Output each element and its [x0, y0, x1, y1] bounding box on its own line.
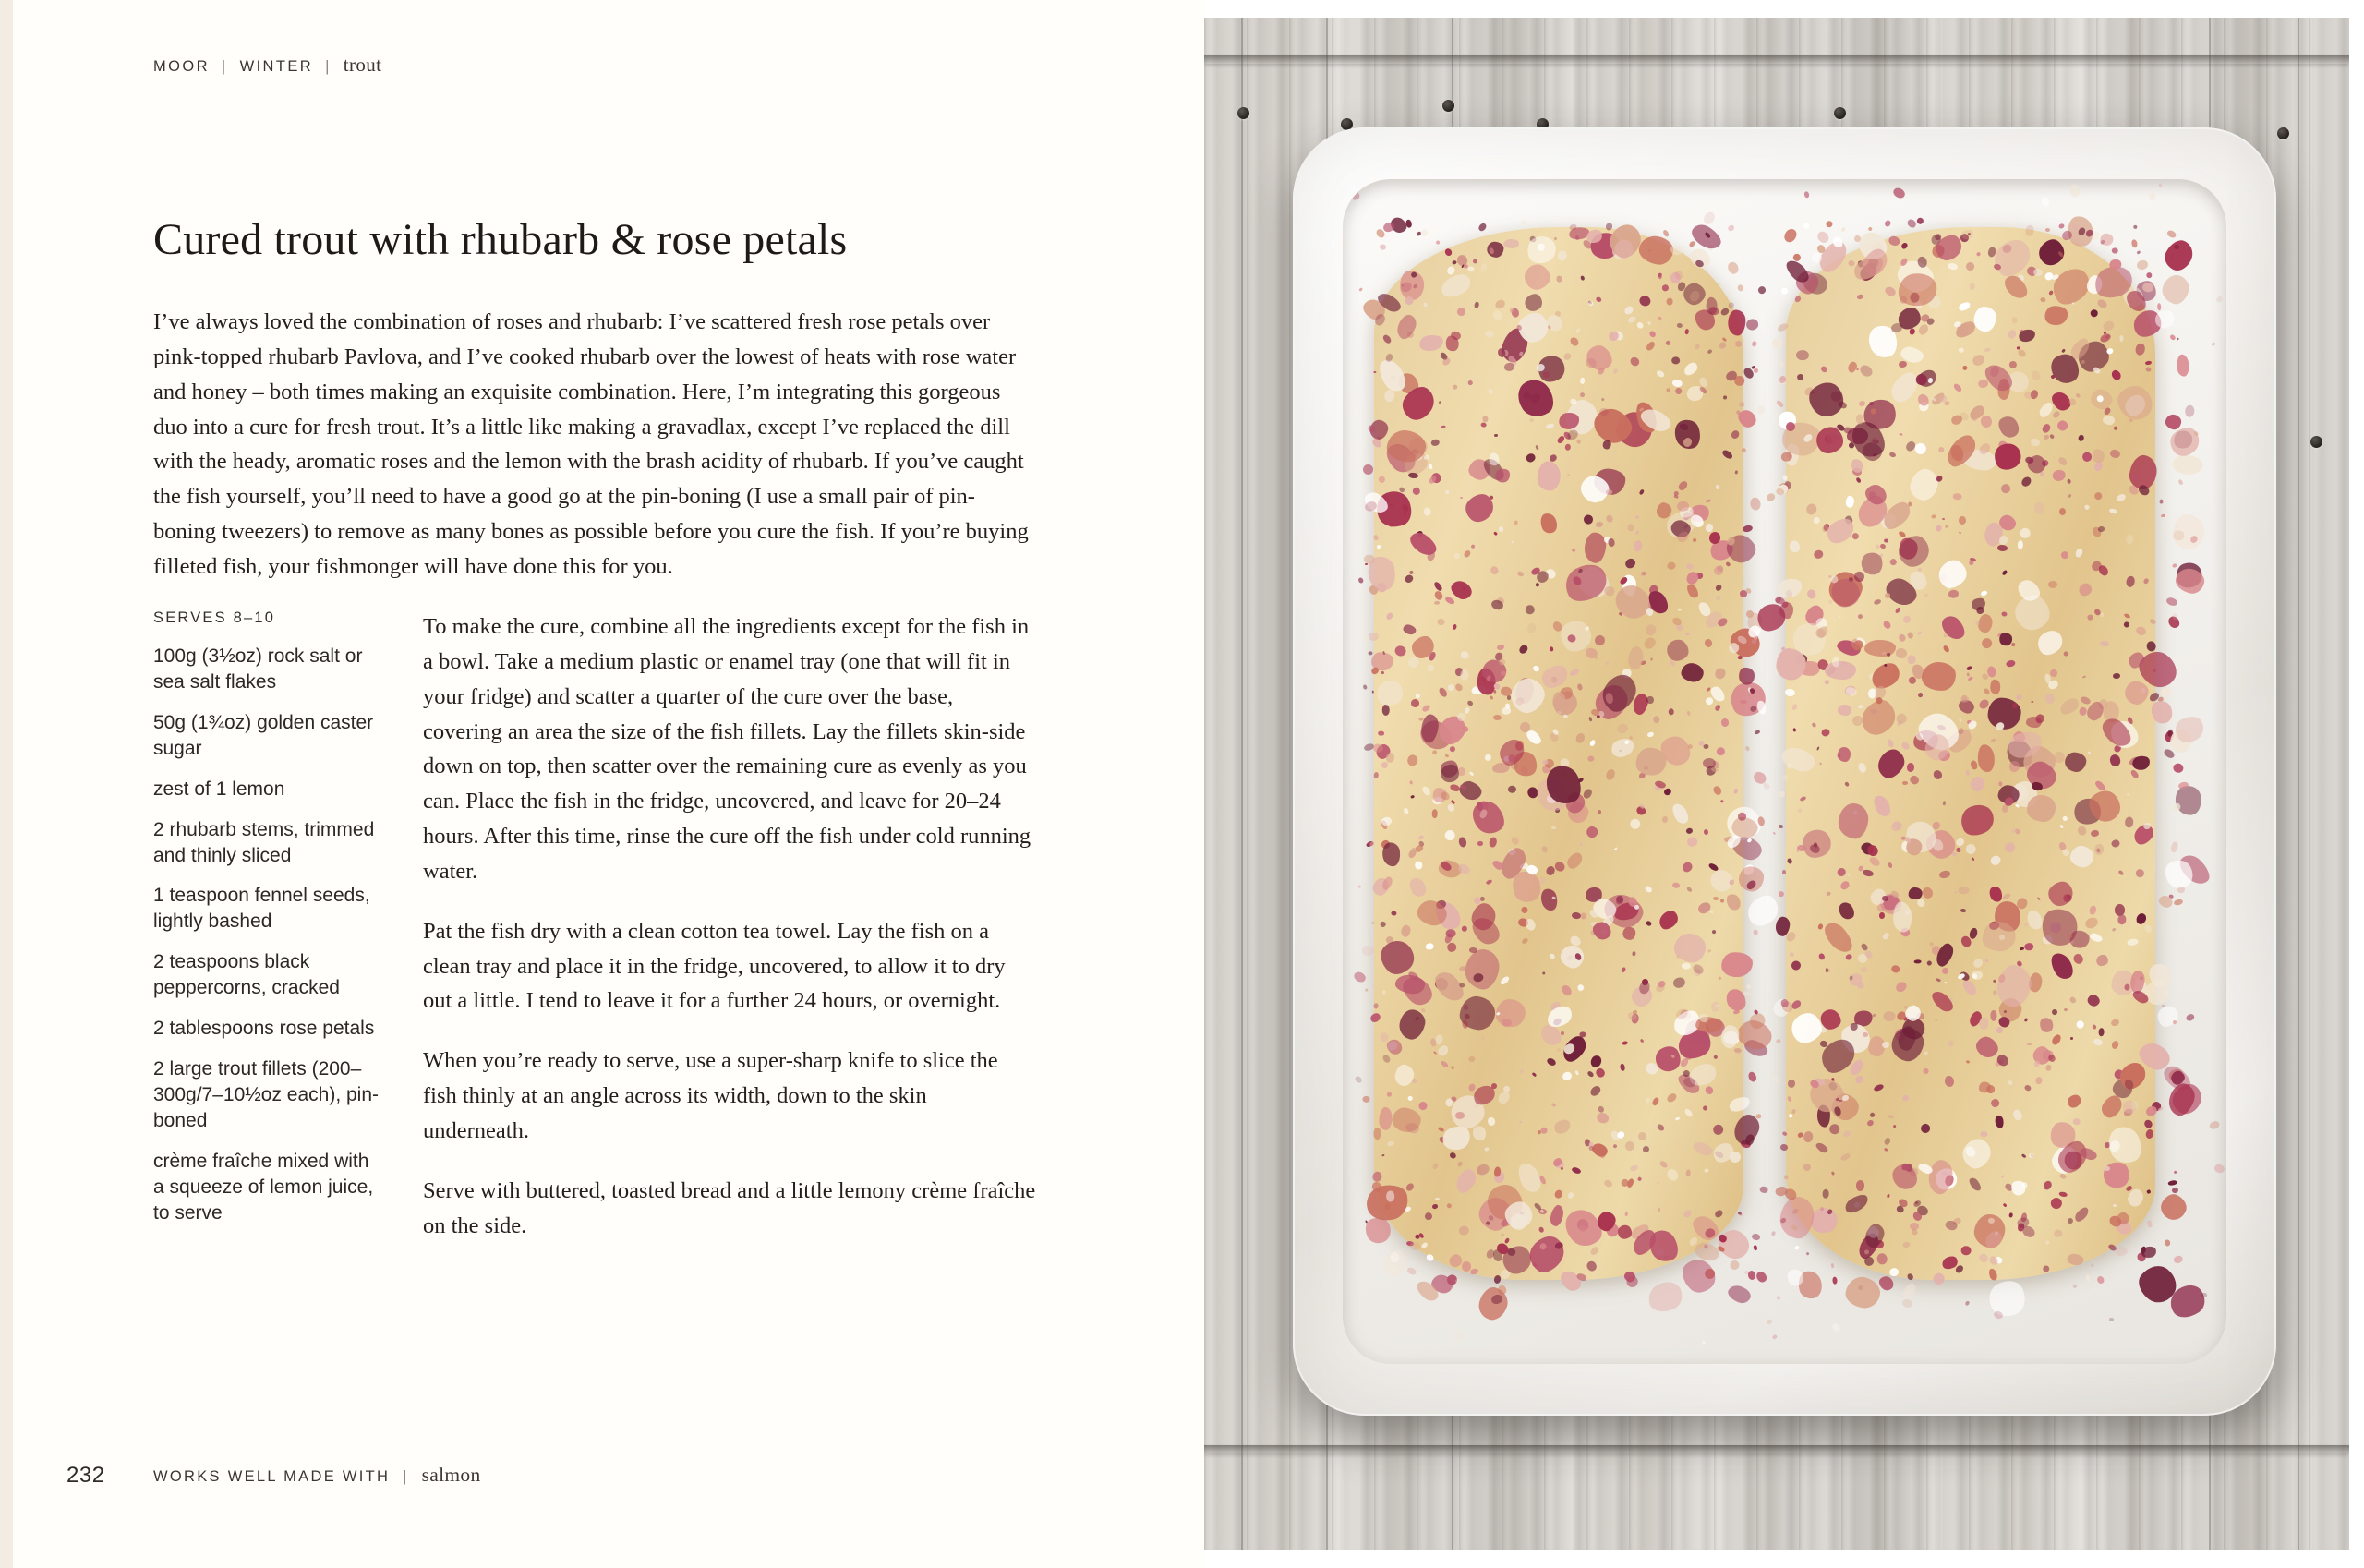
nail-head-icon — [2310, 436, 2322, 448]
list-item: 2 large trout fillets (200–300g/7–10½oz each), pin-boned — [153, 1058, 380, 1131]
running-head-part-3: trout — [343, 54, 382, 76]
footer-pairing: salmon — [421, 1464, 481, 1486]
footer-pairing-note — [153, 1464, 481, 1487]
list-item: 50g (1¾oz) golden caster sugar — [153, 711, 374, 759]
list-item: zest of 1 lemon — [153, 778, 285, 800]
list-item: 2 teaspoons black peppercorns, cracked — [153, 951, 340, 999]
running-head-part-1: MOOR — [153, 58, 210, 75]
method-paragraph: Pat the fish dry with a clean cotton tea towel. Lay the fish on a clean tray and place it in the fridge, uncovered, to allow it to dry out a little. I tend to leave it for a further 24 hours, or overnight. — [423, 918, 1006, 1014]
page-bleed-edge — [0, 0, 13, 1568]
running-head-part-2: WINTER — [239, 58, 314, 75]
recipe-intro: I’ve always loved the combination of roses and rhubarb: I’ve scattered fresh rose petals over pink-topped rhubarb Pavlova, and I’ve cooked rhubarb over the lowest of heats with rose water and honey – both times making an exquisite combination. Here, I’m integrating this gorgeous duo into a cure for fresh trout. It’s a little like making a gravadlax, except I’ve replaced the dill with the heady, aromatic roses and the lemon with the brash acidity of rhubarb. If you’ve caught the fish yourself, you’ll need to have a good go at the pin-boning (I use a small pair of pin-boning tweezers) to remove as many bones as possible before you cure the fish. If you’re buying filleted fish, your fishmonger will have done this for you. — [153, 309, 1029, 579]
nail-head-icon — [2277, 127, 2289, 139]
page-title: Cured trout with rhubarb & rose petals — [153, 215, 848, 265]
footer-label: WORKS WELL MADE WITH — [153, 1468, 391, 1485]
plank-seam — [1204, 1445, 2349, 1453]
ingredients-column — [153, 609, 380, 1241]
left-text-page — [13, 0, 1204, 1568]
serves-label: SERVES 8–10 — [153, 609, 276, 626]
list-item: 1 teaspoon fennel seeds, lightly bashed — [153, 885, 370, 933]
footer-separator: | — [403, 1468, 409, 1485]
method-column — [423, 609, 1037, 1269]
method-paragraph: Serve with buttered, toasted bread and a little lemony crème fraîche on the side. — [423, 1177, 1036, 1238]
running-head-separator-1: | — [221, 58, 228, 75]
recipe-photograph — [1204, 18, 2349, 1550]
plank-seam — [1204, 55, 2349, 64]
nail-head-icon — [1237, 107, 1249, 119]
list-item: 2 rhubarb stems, trimmed and thinly sliced — [153, 818, 375, 866]
running-head-separator-2: | — [325, 58, 332, 75]
enamel-tray — [1293, 127, 2276, 1416]
tray-interior — [1343, 179, 2226, 1364]
method-paragraph: When you’re ready to serve, use a super-sharp knife to slice the fish thinly at an angle across its width, down to the skin underneath. — [423, 1048, 998, 1143]
nail-head-icon — [1834, 107, 1846, 119]
list-item: crème fraîche mixed with a squeeze of lemon juice, to serve — [153, 1150, 374, 1224]
list-item: 100g (3½oz) rock salt or sea salt flakes — [153, 645, 363, 693]
page-number: 232 — [66, 1463, 105, 1488]
nail-head-icon — [1442, 100, 1454, 112]
running-head — [153, 54, 381, 77]
method-paragraph: To make the cure, combine all the ingredients except for the fish in a bowl. Take a medium plastic or enamel tray (one that will fit in your fridge) and scatter a quarter of the cure over the base, covering an area the size of the fish fillets. Lay the fillets skin-side down on top, then scatter over the remaining cure as evenly as you can. Place the fish in the fridge, uncovered, and leave for 20–24 hours. After this time, rinse the cure off the fish under cold running water. — [423, 614, 1031, 884]
list-item: 2 tablespoons rose petals — [153, 1018, 375, 1040]
